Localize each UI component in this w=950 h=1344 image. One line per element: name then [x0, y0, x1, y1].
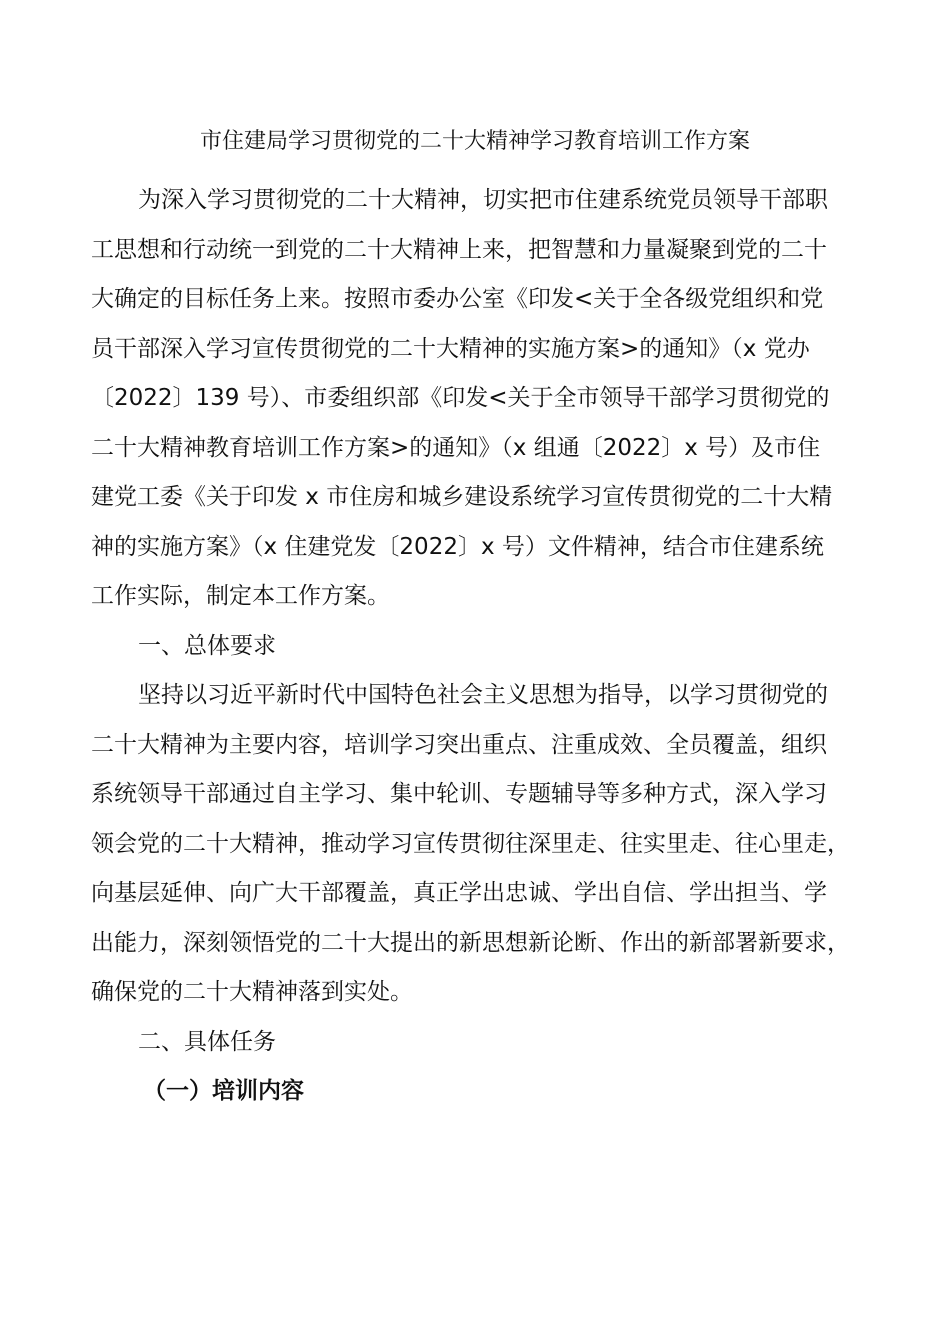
paragraph-line: 系统领导干部通过自主学习、集中轮训、专题辅导等多种方式，深入学习	[91, 781, 827, 807]
document-title: 市住建局学习贯彻党的二十大精神学习教育培训工作方案	[199, 129, 750, 154]
paragraph-line: 为深入学习贯彻党的二十大精神，切实把市住建系统党员领导干部职	[138, 187, 828, 213]
paragraph-line: 出能力，深刻领悟党的二十大提出的新思想新论断、作出的新部署新要求，	[91, 929, 850, 956]
document-body	[91, 176, 861, 1117]
paragraph-line: 员干部深入学习宣传贯彻党的二十大精神的实施方案>的通知》（x 党办	[91, 335, 810, 362]
paragraph-line: 〔2022〕139 号）、市委组织部《印发<关于全市领导干部学习贯彻党的	[91, 385, 830, 411]
paragraph-line: 二十大精神教育培训工作方案>的通知》（x 组通〔2022〕x 号）及市住	[91, 434, 821, 461]
paragraph-line: 建党工委《关于印发 x 市住房和城乡建设系统学习宣传贯彻党的二十大精	[91, 484, 833, 510]
paragraph-line: 大确定的目标任务上来。按照市委办公室《印发<关于全各级党组织和党	[91, 286, 824, 312]
paragraph-line: 工思想和行动统一到党的二十大精神上来，把智慧和力量凝聚到党的二十	[91, 236, 827, 263]
paragraph-line: 神的实施方案》（x 住建党发〔2022〕x 号）文件精神，结合市住建系统	[91, 533, 824, 560]
subsection-heading: （一）培训内容	[143, 1078, 304, 1104]
paragraph-line: 工作实际，制定本工作方案。	[91, 583, 390, 609]
section-heading: 一、总体要求	[138, 632, 276, 659]
paragraph-line: 二十大精神为主要内容，培训学习突出重点、注重成效、全员覆盖，组织	[91, 731, 827, 758]
paragraph-line: 向基层延伸、向广大干部覆盖，真正学出忠诚、学出自信、学出担当、学	[91, 880, 827, 906]
paragraph-line: 确保党的二十大精神落到实处。	[91, 979, 413, 1005]
paragraph-line: 领会党的二十大精神，推动学习宣传贯彻往深里走、往实里走、往心里走，	[91, 830, 850, 857]
section-heading: 二、具体任务	[138, 1028, 276, 1055]
paragraph-line: 坚持以习近平新时代中国特色社会主义思想为指导，以学习贯彻党的	[138, 682, 828, 708]
